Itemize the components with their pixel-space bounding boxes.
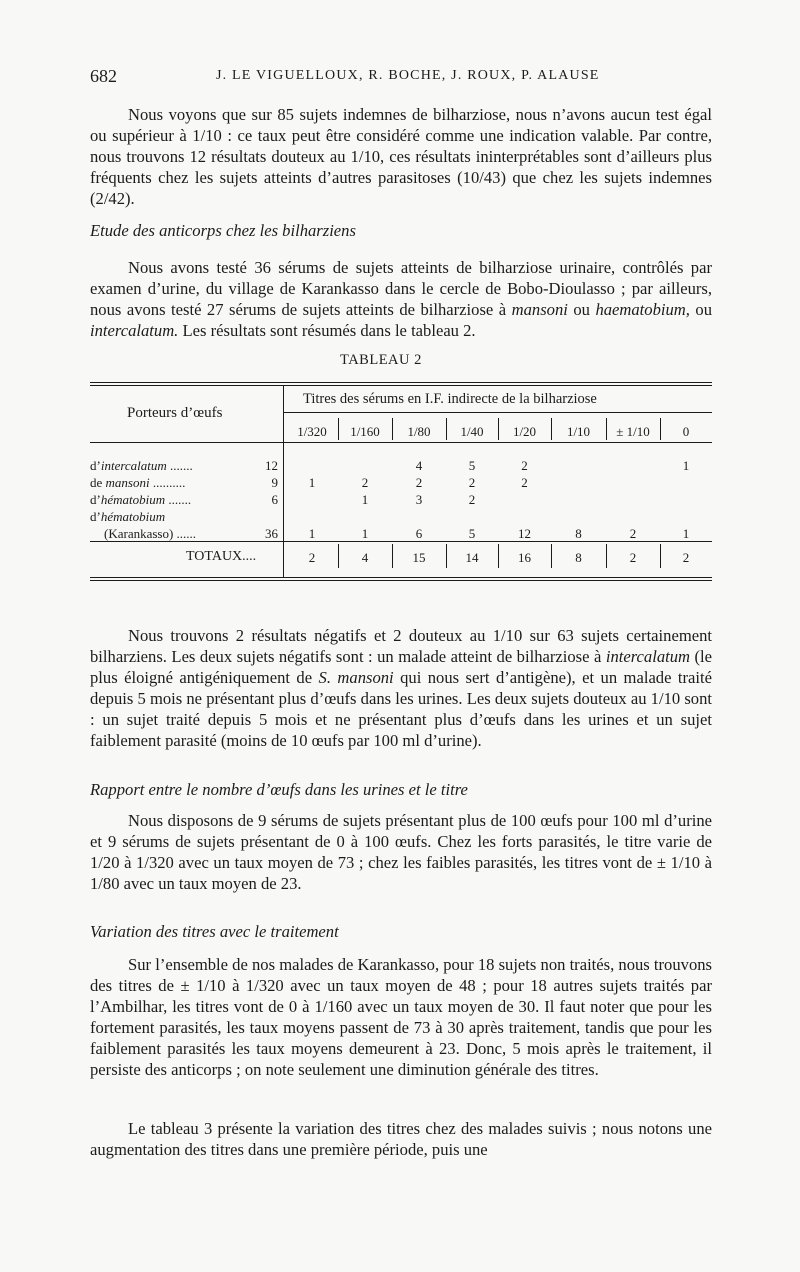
table-cell: 2	[521, 475, 528, 490]
row-label-prefix: d’	[90, 458, 101, 473]
p2-species-haematobium: haematobium,	[595, 300, 690, 319]
total-divider	[446, 544, 447, 568]
table-cell: 2	[361, 475, 369, 490]
row-label-species: intercalatum	[100, 458, 167, 473]
column-divider	[551, 418, 552, 440]
row-header: Porteurs d’œufs	[127, 405, 223, 421]
row-count: 36	[265, 526, 278, 541]
running-head-authors: J. LE VIGUELLOUX, R. BOCHE, J. ROUX, P. ALAUSE	[216, 68, 600, 83]
paragraph-text: Nous voyons que sur 85 sujets indemnes de bilharziose, nous n’avons aucun test égal ou supérieur à 1/10 : ce taux peut être considéré comme une indication valable. Par contre, nous trouvons 12 résultats douteux au 1/10, ces résultats ininterprétables sont d’ailleurs plus fréquents chez les sujets atteints d’autres parasitoses (10/43) que chez les sujets indemnes (2/42).	[90, 105, 712, 208]
column-header: 1/320	[297, 424, 327, 439]
paragraph-1	[90, 104, 712, 209]
total-divider	[392, 544, 393, 568]
total-divider	[606, 544, 607, 568]
table-cell: 2	[468, 492, 476, 507]
total-divider	[660, 544, 661, 568]
paragraph-3	[90, 625, 712, 751]
totals-label: TOTAUX....	[186, 549, 257, 564]
row-label-sub: (Karankasso) ......	[104, 526, 197, 541]
row-label	[90, 458, 193, 474]
table-cell: 1	[308, 526, 316, 541]
row-label-prefix: d’	[90, 509, 101, 524]
p3-text-a: Nous trouvons 2 résultats négatifs et 2 douteux au 1/10 sur 63 sujets certainement bilharziens. Les deux sujets négatifs sont : un malade atteint de bilharziose à	[90, 626, 712, 666]
total-cell: 2	[682, 550, 690, 565]
table-rule-group	[284, 412, 712, 413]
paragraph-5	[90, 954, 712, 1080]
table-cell: 2	[629, 526, 637, 541]
table-cell: 12	[518, 526, 531, 541]
paragraph-text: Sur l’ensemble de nos malades de Karankasso, pour 18 sujets non traités, nous trouvons des titres de ± 1/10 à 1/320 avec un taux moyen de 48 ; pour 18 autres sujets traités par l’Ambilhar, les titres vont de 0 à 1/160 avec un taux moyen de 30. Il faut noter que pour les fortement parasités, les taux moyens passent de 73 à 30 après traitement, tandis que pour les faiblement parasités les taux moyens demeurent à 23. Donc, 5 mois après le traitement, il persiste des anticorps ; on note seulement une diminution générale des titres.	[90, 955, 712, 1079]
column-divider	[660, 418, 661, 440]
table-cell: 1	[682, 458, 690, 473]
table-cell: 2	[415, 475, 423, 490]
row-count: 9	[271, 475, 278, 490]
paragraph-text: Nous disposons de 9 sérums de sujets présentant plus de 100 œufs pour 100 ml d’urine et 9 sérums de sujets présentant de 0 à 100 œufs. Chez les forts parasités, le titre varie de 1/20 à 1/320 avec un taux moyen de 73 ; chez les faibles parasités, les titres vont de ± 1/10 à 1/80 avec un taux moyen de 23.	[90, 811, 712, 893]
row-label-species: mansoni	[105, 475, 150, 490]
table-rule-total-stub	[90, 541, 283, 542]
row-label-prefix: d’	[90, 492, 101, 507]
page-number: 682	[90, 66, 117, 86]
section-heading-rapport: Rapport entre le nombre d’œufs dans les urines et le titre	[90, 780, 468, 799]
p2-text-c: ou	[689, 300, 712, 319]
p3-species-intercalatum: intercalatum	[605, 647, 691, 666]
table-cell: 2	[521, 458, 528, 473]
row-label-leader: .......	[165, 492, 192, 507]
table-cell: 4	[415, 458, 423, 473]
row-label-leader: .......	[166, 458, 193, 473]
column-divider	[392, 418, 393, 440]
column-divider	[498, 418, 499, 440]
column-header: 1/20	[512, 424, 537, 439]
table-rule-vertical	[283, 386, 284, 577]
total-divider	[338, 544, 339, 568]
row-label-species: hématobium	[100, 492, 166, 507]
column-header: ± 1/10	[616, 424, 650, 439]
paragraph-2	[90, 257, 712, 341]
paragraph-text	[90, 257, 712, 341]
group-header: Titres des sérums en I.F. indirecte de la bilharziose	[303, 391, 597, 407]
column-divider	[338, 418, 339, 440]
paragraph-6	[90, 1118, 712, 1160]
total-divider	[551, 544, 552, 568]
paragraph-text	[90, 625, 712, 751]
p2-species-intercalatum: intercalatum.	[90, 321, 179, 340]
column-header: 1/10	[566, 424, 591, 439]
row-count: 6	[271, 492, 278, 507]
column-header: 1/160	[350, 424, 380, 439]
table-rule-total	[284, 541, 712, 542]
table-cell: 5	[468, 458, 476, 473]
column-header: 1/40	[460, 424, 484, 439]
table-cell: 3	[415, 492, 423, 507]
column-header: 1/80	[407, 424, 431, 439]
p2-text-d: Les résultats sont résumés dans le tableau 2.	[178, 321, 476, 340]
row-label-species: hématobium	[100, 509, 166, 524]
section-heading-variation: Variation des titres avec le traitement	[90, 922, 339, 941]
total-cell: 2	[629, 550, 637, 565]
row-label-leader: ..........	[149, 475, 186, 490]
p2-text-b: ou	[567, 300, 596, 319]
total-cell: 15	[412, 550, 426, 565]
p2-species-mansoni: mansoni	[511, 300, 568, 319]
p3-text-b: (le plus éloigné antigéniquement de	[90, 647, 712, 687]
paragraph-4	[90, 810, 712, 894]
p3-text-c: qui nous sert d’antigène), et un malade traité depuis 5 mois ne présentant plus d’œufs dans les urines. Les deux sujets douteux au 1/10 sont : un sujet traité depuis 5 mois et ne présentant plus d’œufs dans les urines et un sujet faiblement parasité (moins de 10 œufs par 100 ml d’urine).	[90, 668, 712, 750]
row-label	[90, 509, 165, 525]
table-rule-top	[90, 382, 712, 383]
row-count: 12	[265, 458, 278, 473]
column-divider	[446, 418, 447, 440]
table-cell: 8	[575, 526, 582, 541]
row-label-prefix: de	[90, 475, 106, 490]
table-rule-bottom	[90, 577, 712, 578]
table-cell: 2	[468, 475, 476, 490]
table-rule-colheads	[284, 442, 712, 443]
table-cell: 5	[468, 526, 476, 541]
column-header: 0	[682, 424, 690, 439]
section-heading-anticorps: Etude des anticorps chez les bilharziens	[90, 221, 356, 240]
total-cell: 14	[465, 550, 479, 565]
column-divider	[606, 418, 607, 440]
row-label	[90, 475, 185, 491]
p2-text-a: Nous avons testé 36 sérums de sujets atteints de bilharziose urinaire, contrôlés par examen d’urine, du village de Karankasso dans le cercle de Bobo-Dioulasso ; par ailleurs, nous avons testé 27 sérums de sujets atteints de bilharziose à	[90, 258, 712, 319]
total-cell: 2	[308, 550, 316, 565]
table-cell: 1	[361, 492, 369, 507]
row-label	[90, 492, 191, 508]
total-cell: 4	[361, 550, 369, 565]
paragraph-text: Le tableau 3 présente la variation des titres chez des malades suivis ; nous notons une augmentation des titres dans une première période, puis une	[90, 1119, 712, 1159]
total-cell: 8	[575, 550, 582, 565]
table-cell: 6	[415, 526, 423, 541]
table-cell: 1	[308, 475, 316, 490]
table-rule-bottom-2	[90, 580, 712, 581]
table-rule-stub	[90, 442, 283, 443]
table-cell: 1	[682, 526, 690, 541]
p3-species-smansoni: S. mansoni	[318, 668, 394, 687]
total-cell: 16	[518, 550, 531, 565]
table-rule-top-2	[90, 385, 712, 386]
table-caption: TABLEAU 2	[340, 352, 422, 368]
total-divider	[498, 544, 499, 568]
running-header	[90, 66, 712, 92]
table-cell: 1	[361, 526, 369, 541]
